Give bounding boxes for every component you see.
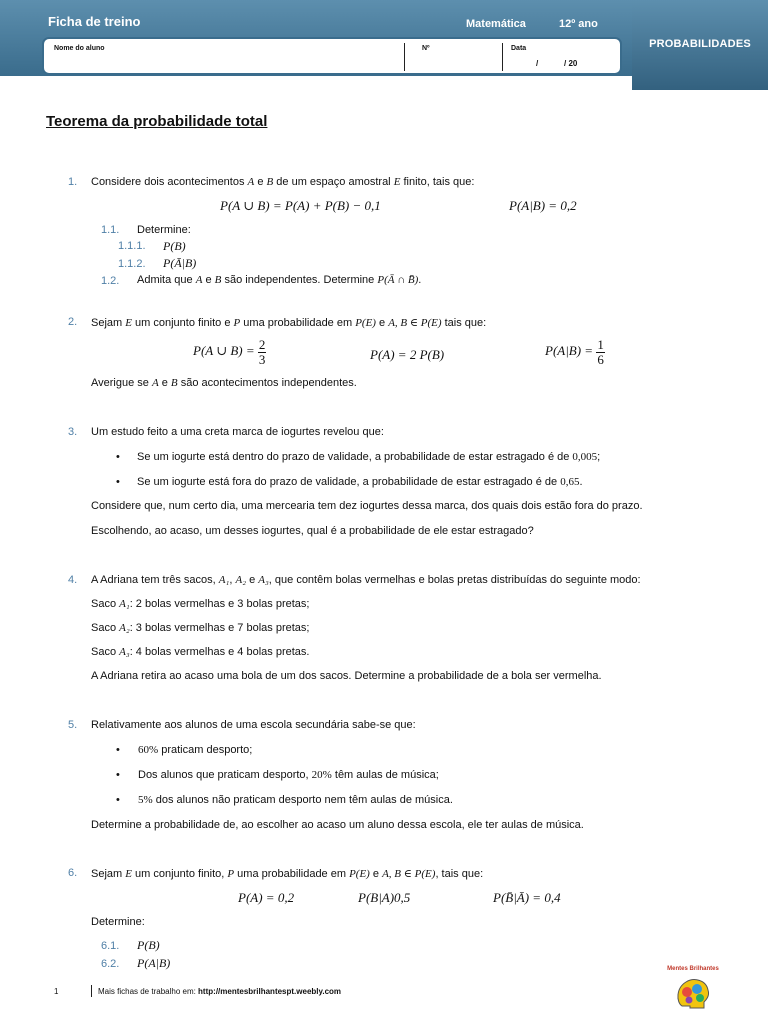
student-name-label: Nome do aluno (54, 45, 105, 52)
expression: P(A|B) (137, 956, 171, 970)
list-item: Se um iogurte está dentro do prazo de validade, a probabilidade de estar estragado é de 0,005; (137, 451, 601, 463)
equation: P(B|A)0,5 (358, 890, 411, 905)
equation: P(B̄|Ā) = 0,4 (493, 890, 561, 905)
date-label: Data (511, 45, 527, 52)
list-item: 5% dos alunos não praticam desporto nem têm aulas de música. (138, 794, 453, 806)
question-1-intro: Considere dois acontecimentos A e B de um espaço amostral E finito, tais que: (91, 176, 475, 188)
question-3-intro: Um estudo feito a uma creta marca de iogurtes revelou que: (91, 426, 384, 438)
divider (404, 43, 405, 71)
page-number: 1 (54, 987, 59, 996)
list-item: 60% praticam desporto; (138, 744, 253, 756)
equation: P(A ∪ B) = P(A) + P(B) − 0,1 (220, 198, 381, 213)
bullet: • (116, 476, 120, 488)
expression: P(B) (163, 239, 186, 253)
bullet: • (116, 794, 120, 806)
question-number: 3. (68, 426, 78, 438)
paragraph: Determine a probabilidade de, ao escolher ao acaso um aluno dessa escola, ele ter aulas de música. (91, 819, 584, 831)
mentes-brilhantes-logo-icon (662, 962, 724, 1012)
list-item: Dos alunos que praticam desporto, 20% têm aulas de música; (138, 769, 439, 781)
logo-text: Mentes Brilhantes (667, 966, 719, 972)
footer-note: Mais fichas de trabalho em: http://mentesbrilhantespt.weebly.com (98, 987, 342, 996)
student-number-label: Nº (422, 45, 430, 52)
list-item: Se um iogurte está fora do prazo de validade, a probabilidade de estar estragado é de 0,65. (137, 476, 583, 488)
year-label: 12º ano (559, 18, 598, 30)
bullet: • (116, 744, 120, 756)
subject-label: Matemática (466, 18, 526, 30)
expression: P(B) (137, 938, 160, 952)
topic-label: PROBABILIDADES (649, 38, 751, 50)
paragraph: Determine: (91, 916, 145, 928)
subquestion-number: 6.2. (101, 958, 120, 970)
divider (502, 43, 503, 71)
divider (91, 985, 92, 997)
subquestion-number: 6.1. (101, 940, 120, 952)
question-number: 5. (68, 719, 78, 731)
equation: P(A ∪ B) = $\frac{2}{3}$ (193, 337, 266, 367)
list-item: Saco A₃: 4 bolas vermelhas e 4 bolas pretas. (91, 646, 310, 658)
question-5-intro: Relativamente aos alunos de uma escola secundária sabe-se que: (91, 719, 416, 731)
topic-tab (632, 0, 768, 90)
equation: P(A) = 2 P(B) (370, 347, 445, 362)
subquestion-number: 1.1. (101, 224, 120, 236)
list-item: Saco A₂: 3 bolas vermelhas e 7 bolas pretas; (91, 622, 310, 634)
paragraph: Escolhendo, ao acaso, um desses iogurtes, qual é a probabilidade de ele estar estragado? (91, 525, 534, 537)
paragraph: A Adriana retira ao acaso uma bola de um dos sacos. Determine a probabilidade de a bola ser vermelha. (91, 670, 602, 682)
subquestion-number: 1.2. (101, 275, 120, 287)
bullet: • (116, 451, 120, 463)
bullet: • (116, 769, 120, 781)
paragraph: Considere que, num certo dia, uma mercearia tem dez iogurtes dessa marca, dos quais dois estão fora do prazo. (91, 500, 643, 512)
page-title: Teorema da probabilidade total (46, 113, 268, 130)
list-item: Saco A₁: 2 bolas vermelhas e 3 bolas pretas; (91, 598, 310, 610)
question-number: 4. (68, 574, 78, 586)
subquestion-text: Admita que A e B são independentes. Determine P(Ā ∩ B̄). (137, 274, 422, 286)
date-slash: / (536, 59, 539, 68)
subquestion-number: 1.1.1. (118, 240, 146, 252)
date-year: / 20 (564, 59, 578, 68)
equation: P(A|B) = 0,2 (509, 198, 577, 213)
equation: P(A|B) = $\frac{1}{6}$ (545, 337, 604, 367)
expression: P(Ā|B) (163, 256, 197, 270)
question-number: 1. (68, 176, 78, 188)
footer-link[interactable]: http://mentesbrilhantespt.weebly.com (198, 987, 342, 996)
subquestion-number: 1.1.2. (118, 258, 146, 270)
question-6-intro: Sejam E um conjunto finito, P uma probabilidade em P(E) e A, B ∈ P(E), tais que: (91, 868, 484, 880)
question-2-intro: Sejam E um conjunto finito e P uma probabilidade em P(E) e A, B ∈ P(E) tais que: (91, 317, 487, 329)
question-number: 6. (68, 867, 78, 879)
question-4-intro: A Adriana tem três sacos, A₁, A₂ e A₃, que contêm bolas vermelhas e bolas pretas distribuídas do seguinte modo: (91, 574, 641, 586)
sheet-title: Ficha de treino (48, 14, 141, 29)
question-number: 2. (68, 316, 78, 328)
subquestion-text: Determine: (137, 224, 191, 236)
question-2-verify: Averigue se A e B são acontecimentos independentes. (91, 377, 357, 389)
student-info-box (42, 37, 622, 75)
equation: P(A) = 0,2 (238, 890, 295, 905)
